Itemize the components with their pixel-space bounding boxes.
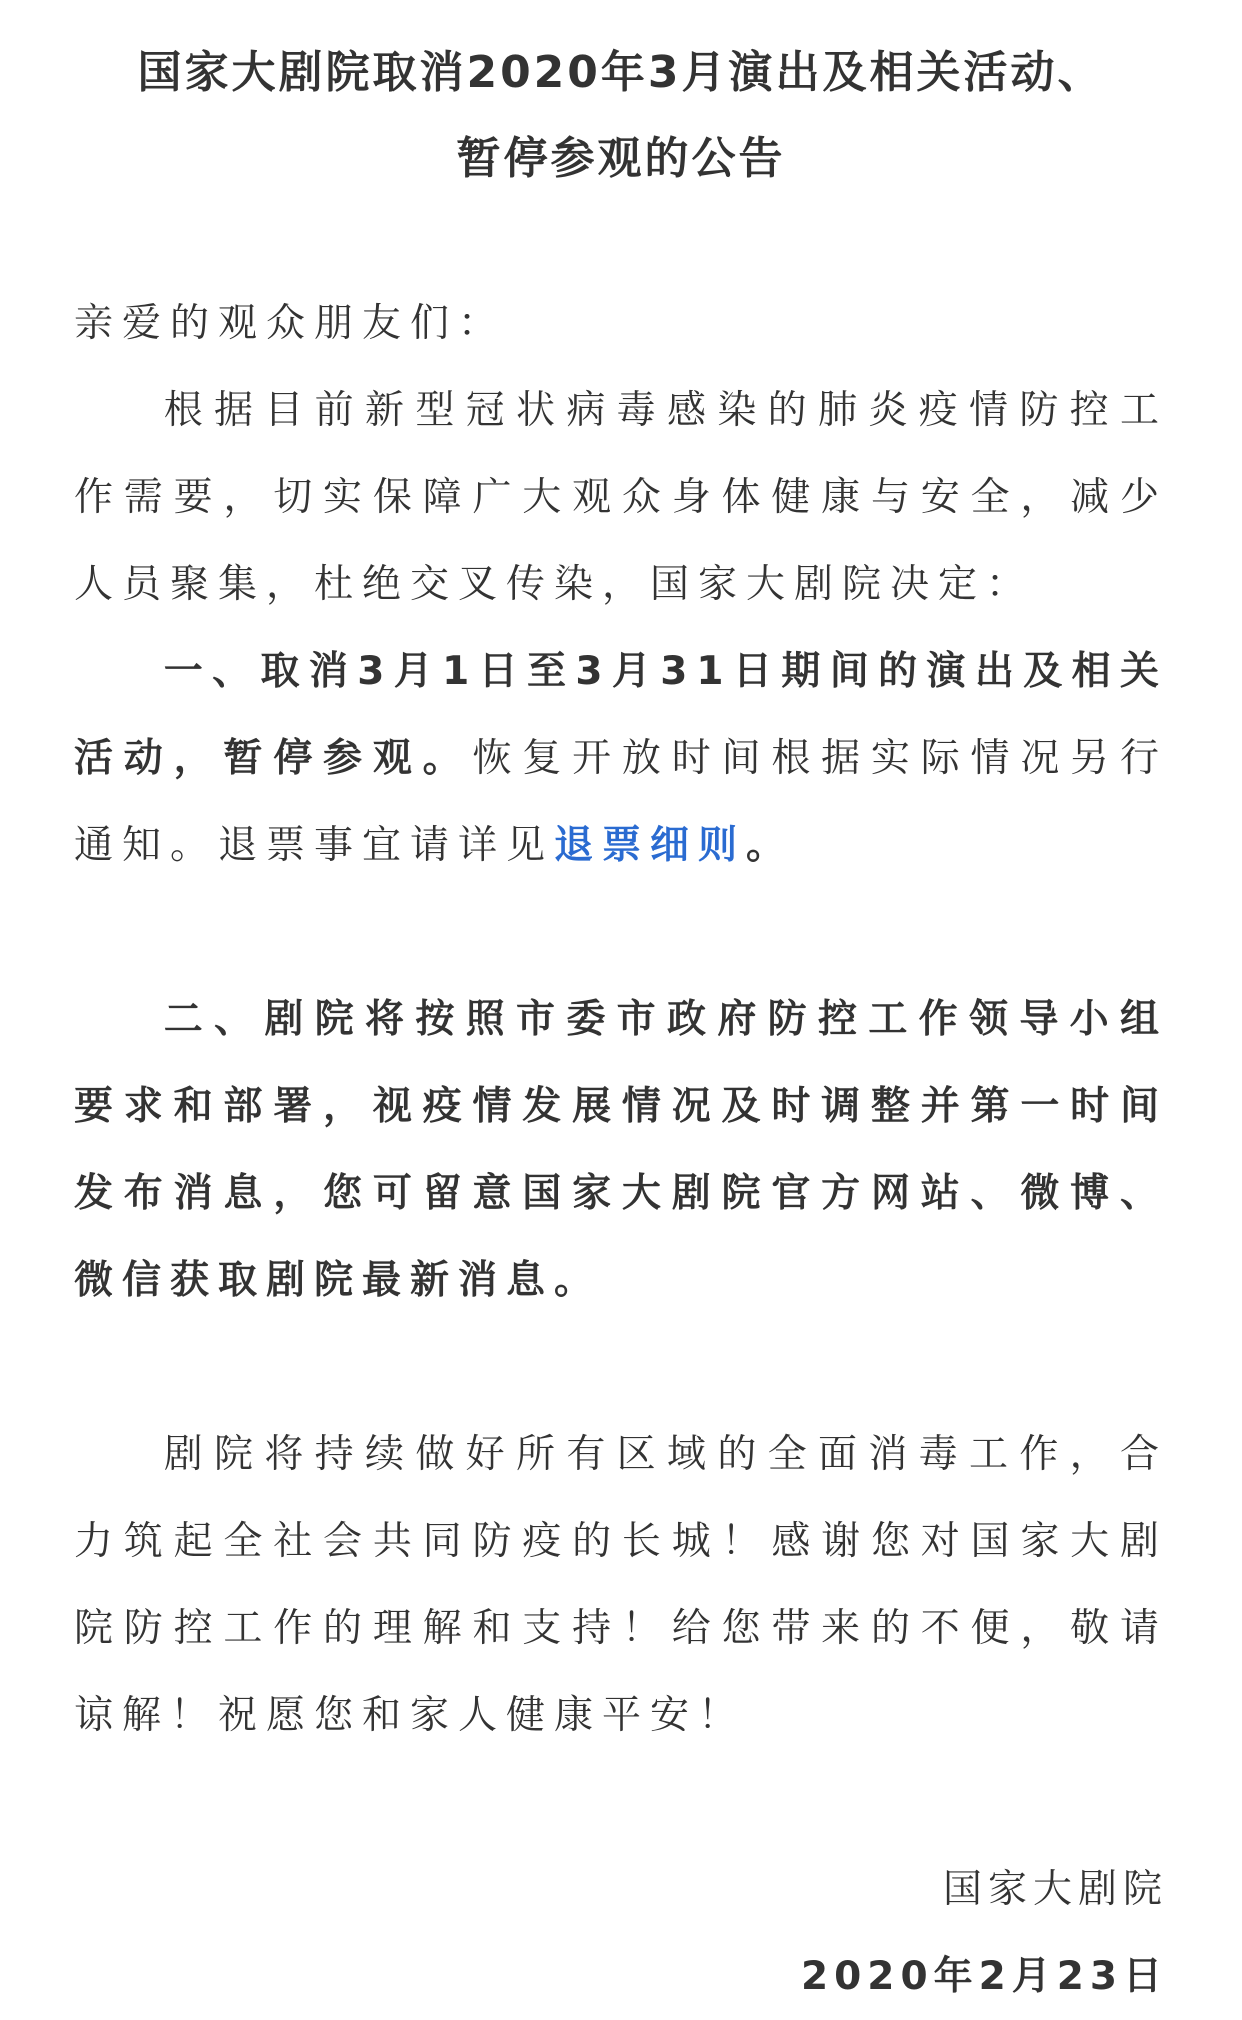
greeting: 亲爱的观众朋友们： bbox=[74, 301, 507, 346]
item-1-bold-text: 一、取消3月1日至3月31日期间的演出及相关活动，暂停参观。 bbox=[74, 649, 1168, 781]
refund-rules-link[interactable]: 退票细则 bbox=[554, 823, 747, 868]
spacer bbox=[74, 1324, 1168, 1411]
item-1-paragraph bbox=[74, 628, 1168, 889]
item-1-text: 恢复开放时间根据实际情况另行通知。退票事宜请详见 bbox=[74, 736, 1168, 868]
signature-name: 国家大剧院 bbox=[942, 1867, 1168, 1912]
title-line-2: 暂停参观的公告 bbox=[456, 133, 786, 184]
signature-block bbox=[74, 1846, 1168, 2020]
intro-paragraph: 根据目前新型冠状病毒感染的肺炎疫情防控工作需要，切实保障广大观众身体健康与安全，减少人员聚集，杜绝交叉传染，国家大剧院决定： bbox=[74, 388, 1168, 607]
spacer bbox=[74, 1759, 1168, 1846]
spacer bbox=[74, 889, 1168, 976]
closing-paragraph: 剧院将持续做好所有区域的全面消毒工作，合力筑起全社会共同防疫的长城！感谢您对国家大剧院防控工作的理解和支持！给您带来的不便，敬请谅解！祝愿您和家人健康平安！ bbox=[74, 1432, 1168, 1738]
item-2-paragraph: 二、剧院将按照市委市政府防控工作领导小组要求和部署，视疫情发展情况及时调整并第一时间发布消息，您可留意国家大剧院官方网站、微博、微信获取剧院最新消息。 bbox=[74, 997, 1168, 1303]
signature-date: 2020年2月23日 bbox=[801, 1954, 1168, 1999]
title-line-1: 国家大剧院取消2020年3月演出及相关活动、 bbox=[137, 47, 1105, 98]
item-1-end-punct: 。 bbox=[746, 823, 795, 868]
notice-title bbox=[74, 0, 1168, 202]
notice-body bbox=[74, 280, 1168, 2020]
